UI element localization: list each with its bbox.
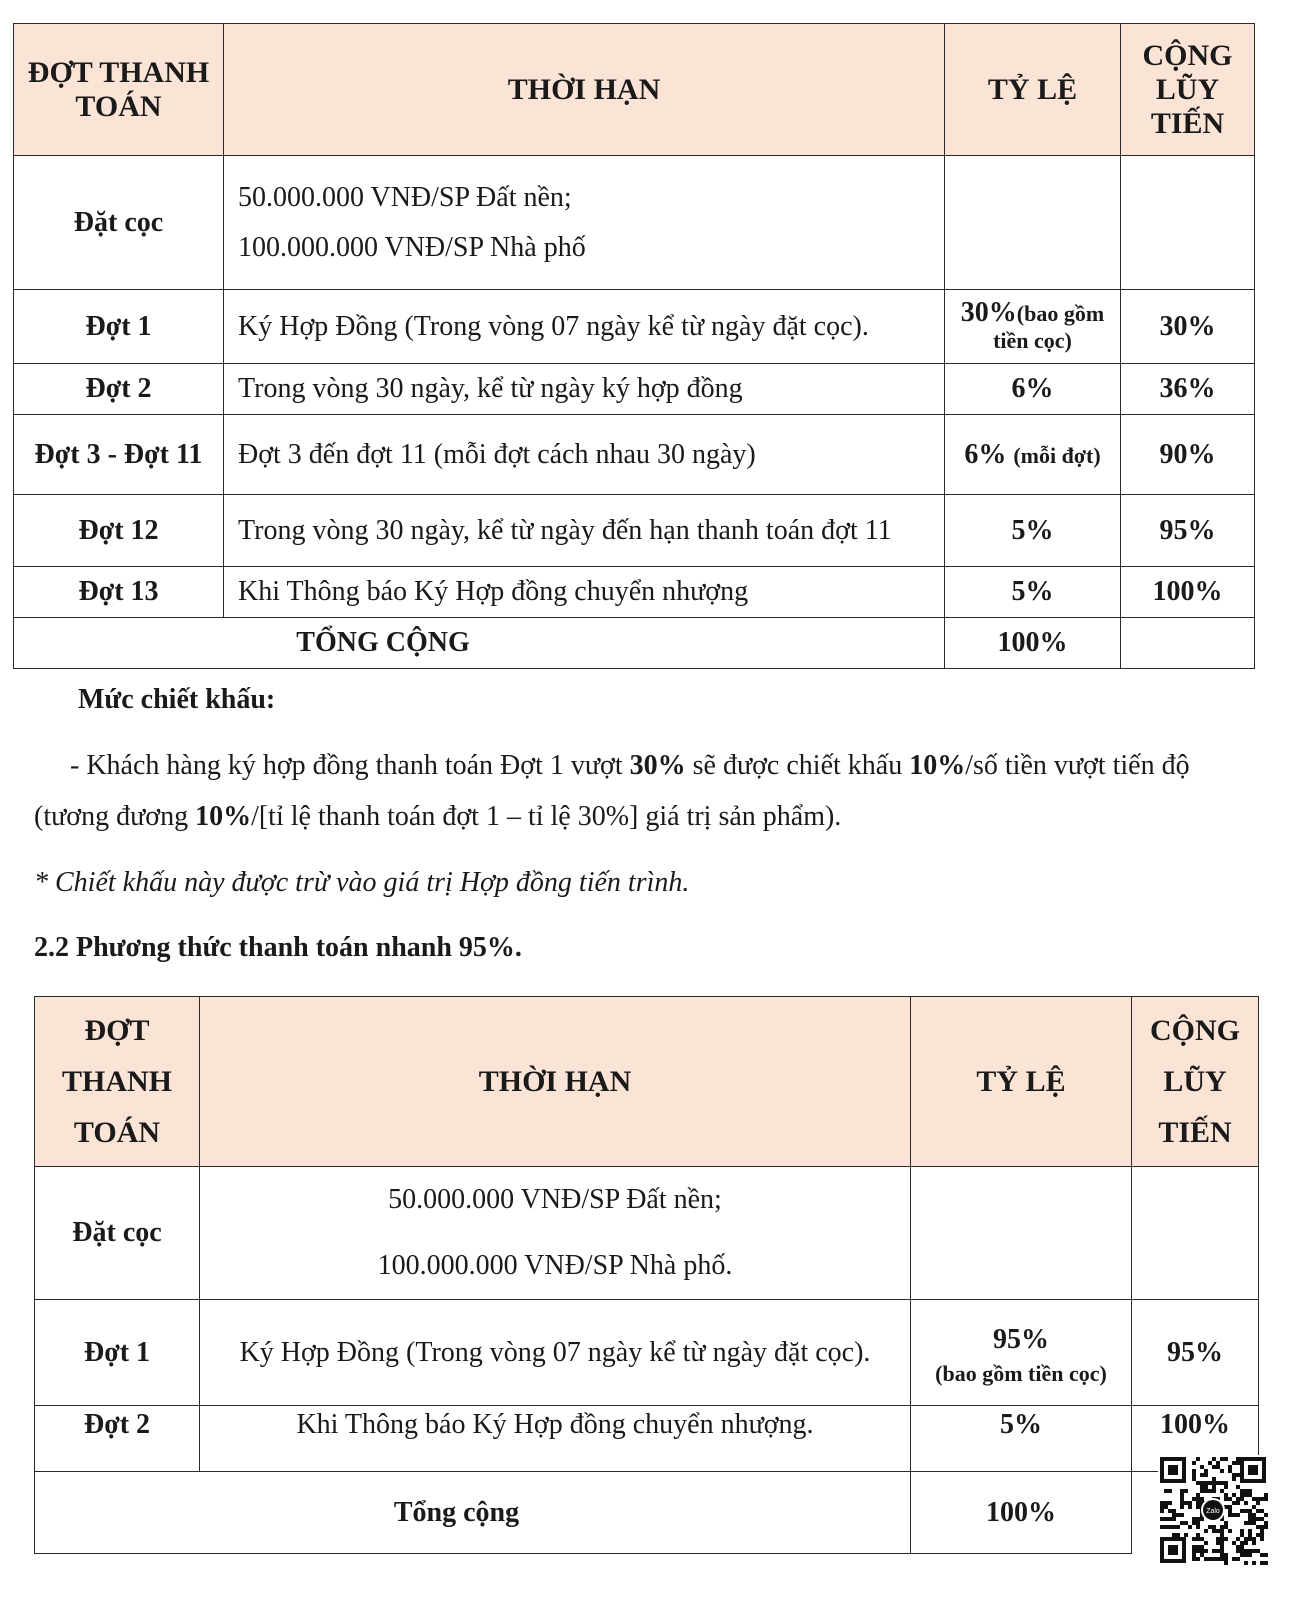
cell-time: Đợt 3 đến đợt 11 (mỗi đợt cách nhau 30 ngày) (224, 415, 945, 495)
discount-rate: 10% (195, 801, 252, 832)
cell-dot: Đợt 1 (35, 1300, 200, 1406)
header-rate: TỶ LỆ (945, 24, 1121, 156)
cell-cumulative: 95% (1121, 495, 1255, 567)
table-row (14, 364, 1255, 415)
deposit-line-2: 100.000.000 VNĐ/SP Nhà phố (238, 231, 586, 263)
deposit-line-2: 100.000.000 VNĐ/SP Nhà phố. (377, 1250, 733, 1281)
cell-dot: Đợt 2 (35, 1406, 200, 1472)
rate-note-2: tiền cọc) (993, 327, 1072, 353)
total-rate: 100% (945, 618, 1121, 669)
discount-line-2 (34, 800, 841, 834)
rate-main: 95% (993, 1323, 1049, 1355)
discount-text: (tương đương (34, 801, 196, 832)
table-row (14, 495, 1255, 567)
table-row (35, 1406, 1259, 1472)
cell-cumulative (1132, 1167, 1259, 1300)
discount-text: sẽ được chiết khấu (685, 750, 910, 781)
header-cumulative: CỘNG LŨY TIẾN (1132, 997, 1259, 1167)
cell-time: Khi Thông báo Ký Hợp đồng chuyển nhượng. (200, 1406, 911, 1472)
cell-cumulative: 36% (1121, 364, 1255, 415)
total-label: Tổng cộng (35, 1472, 911, 1554)
cell-dot: Đợt 3 - Đợt 11 (14, 415, 224, 495)
rate-note: (bao gồm tiền cọc) (935, 1360, 1107, 1386)
cell-rate (945, 415, 1121, 495)
cell-cumulative (1121, 156, 1255, 290)
rate-note-1: (bao gồm (1016, 300, 1105, 326)
payment-schedule-table (13, 23, 1255, 669)
rate-main: 30% (960, 296, 1017, 328)
cell-rate (911, 1167, 1132, 1300)
cell-cumulative: 30% (1121, 290, 1255, 364)
table-row (14, 567, 1255, 618)
rate-main: 6% (964, 438, 1007, 470)
table-row (14, 156, 1255, 290)
cell-cumulative: 100% (1121, 567, 1255, 618)
cell-dot: Đợt 13 (14, 567, 224, 618)
cell-rate: 6% (945, 364, 1121, 415)
header-time: THỜI HẠN (200, 997, 911, 1167)
cell-time: Ký Hợp Đồng (Trong vòng 07 ngày kể từ ngày đặt cọc). (224, 290, 945, 364)
section-title: 2.2 Phương thức thanh toán nhanh 95%. (34, 932, 522, 963)
discount-text: /[tỉ lệ thanh toán đợt 1 – tỉ lệ 30%] giá trị sản phẩm). (251, 801, 842, 832)
zalo-badge: Zalo (1206, 1508, 1220, 1515)
table-header-row (35, 997, 1259, 1167)
cell-dot: Đợt 1 (14, 290, 224, 364)
cell-cumulative: 100% (1132, 1406, 1259, 1472)
header-dot: ĐỢT THANH TOÁN (14, 24, 224, 156)
cell-time (224, 156, 945, 290)
discount-line-1 (70, 749, 1190, 783)
total-cumulative (1121, 618, 1255, 669)
header-time: THỜI HẠN (224, 24, 945, 156)
discount-threshold: 30% (629, 750, 686, 781)
zalo-qr-code (1158, 1455, 1268, 1565)
deposit-line-1: 50.000.000 VNĐ/SP Đất nền; (388, 1184, 722, 1215)
cell-rate (945, 156, 1121, 290)
table-header-row (14, 24, 1255, 156)
deposit-line-1: 50.000.000 VNĐ/SP Đất nền; (238, 181, 572, 213)
cell-dot: Đặt cọc (35, 1167, 200, 1300)
cell-rate: 5% (945, 567, 1121, 618)
cell-dot: Đợt 2 (14, 364, 224, 415)
header-rate: TỶ LỆ (911, 997, 1132, 1167)
table-row (14, 290, 1255, 364)
cell-dot: Đợt 12 (14, 495, 224, 567)
fast-payment-table (34, 996, 1259, 1554)
cell-rate (911, 1300, 1132, 1406)
table-row (14, 415, 1255, 495)
cell-dot: Đặt cọc (14, 156, 224, 290)
table-row (35, 1167, 1259, 1300)
discount-text: - Khách hàng ký hợp đồng thanh toán Đợt 1 vượt (70, 750, 630, 781)
cell-time (200, 1167, 911, 1300)
table-total-row (14, 618, 1255, 669)
cell-cumulative: 95% (1132, 1300, 1259, 1406)
cell-time: Khi Thông báo Ký Hợp đồng chuyển nhượng (224, 567, 945, 618)
header-cumulative: CỘNG LŨY TIẾN (1121, 24, 1255, 156)
discount-rate: 10% (909, 750, 966, 781)
cell-time: Trong vòng 30 ngày, kể từ ngày ký hợp đồng (224, 364, 945, 415)
cell-time: Ký Hợp Đồng (Trong vòng 07 ngày kể từ ngày đặt cọc). (200, 1300, 911, 1406)
discount-heading: Mức chiết khấu: (78, 684, 276, 715)
rate-note: (mỗi đợt) (1013, 442, 1101, 468)
table-row (35, 1300, 1259, 1406)
table-total-row (35, 1472, 1259, 1554)
discount-note: * Chiết khấu này được trừ vào giá trị Hợp đồng tiến trình. (34, 867, 690, 898)
cell-rate: 5% (945, 495, 1121, 567)
header-dot: ĐỢT THANH TOÁN (35, 997, 200, 1167)
cell-rate: 5% (911, 1406, 1132, 1472)
total-rate: 100% (911, 1472, 1132, 1554)
total-label: TỔNG CỘNG (14, 618, 945, 669)
cell-rate (945, 290, 1121, 364)
qr-code-icon (1158, 1455, 1268, 1565)
cell-time: Trong vòng 30 ngày, kể từ ngày đến hạn thanh toán đợt 11 (224, 495, 945, 567)
cell-cumulative: 90% (1121, 415, 1255, 495)
discount-text: /số tiền vượt tiến độ (965, 750, 1190, 781)
